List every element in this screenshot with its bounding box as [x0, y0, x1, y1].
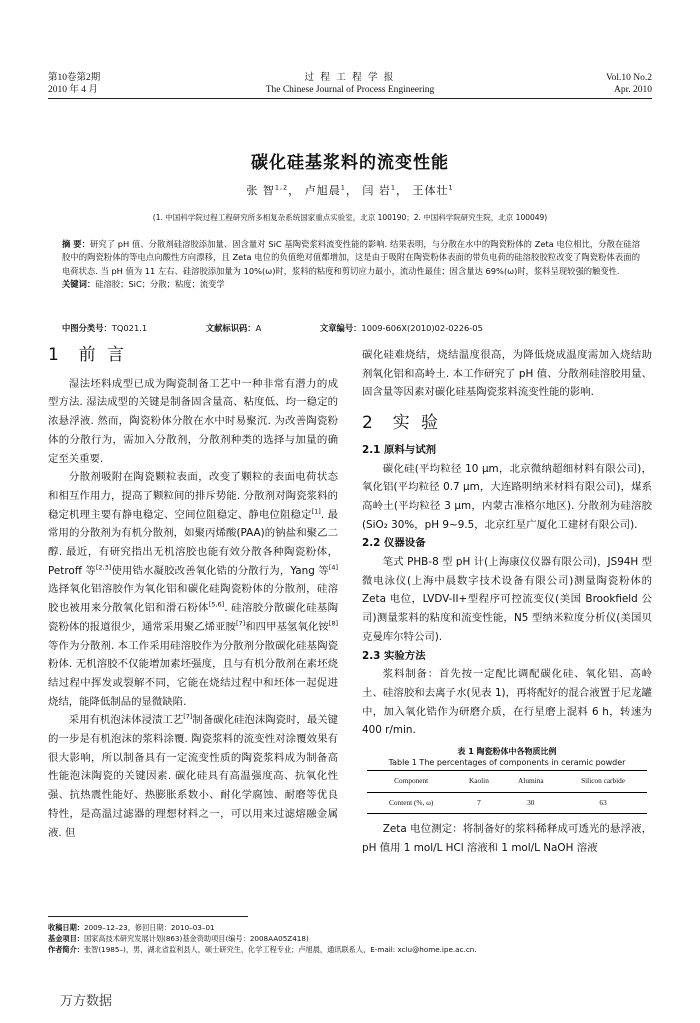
citation: [5,6]: [208, 600, 225, 609]
author-list: [0, 182, 700, 198]
footnote-text: 张智(1985–)，男，湖北省监利县人，硕士研究生，化学工程专业；卢旭晨，通讯联系人，E-mail: xclu@home.ipe.ac.cn.: [83, 945, 477, 954]
footnote-label: 基金项目：: [48, 934, 84, 943]
footnote-text: 国家高技术研究发展计划(863)基金资助项目(编号：2008AA05Z418): [83, 934, 309, 943]
table-header-cell: Alumina: [502, 771, 559, 793]
data-table: [367, 770, 647, 814]
author-name: 卢旭晨: [304, 184, 341, 197]
table-header-cell: Component: [367, 771, 455, 793]
paragraph: 碳化硅难烧结，烧结温度很高，为降低烧成温度需加入烧结助剂氧化铝和高岭土. 本工作研究了 pH 值、分散剂硅溶胶用量、固含量等因素对碳化硅基陶瓷浆料流变性能的影响.: [362, 349, 652, 399]
affiliation: (1. 中国科学院过程工程研究所多相复杂系统国家重点实验室，北京 100190；2. 中国科学院研究生院，北京 100049): [152, 213, 548, 222]
right-column: [362, 346, 652, 858]
section-heading-intro: 1 前 言: [48, 345, 128, 365]
abstract-text: 研究了 pH 值、分散剂硅溶胶添加量、固含量对 SiC 基陶瓷浆料流变性能的影响. 结果表明，与分散在水中的陶瓷粉体的 Zeta 电位相比，分散在硅溶胶中的陶瓷粉体的等电点向酸性方向漂移，且 Zeta 电位的负值绝对值都增加，这是由于吸附在陶瓷粉体表面的带负电荷的硅溶胶胶粒改变了陶瓷粉体表面的电荷状态. 当 pH 值为 11 左右、硅溶胶添加量为 10%(ω)时，浆料的粘度和剪切应力最小，流动性最佳；固含量达 69%(ω)时，浆料呈现较强的触变性.: [62, 239, 640, 276]
abstract-label: 摘 要：: [62, 239, 91, 249]
table-cell: 7: [455, 792, 502, 814]
table-caption-cn: 表 1 陶瓷粉体中各物质比例: [457, 747, 557, 757]
author-affil-mark: 1,2: [274, 183, 289, 192]
table-header-cell: Silicon carbide: [559, 771, 647, 793]
author-name: 张 智: [246, 184, 275, 197]
table-header-cell: Kaolin: [455, 771, 502, 793]
author-name: 王体壮: [412, 184, 449, 197]
citation: [7]: [235, 619, 246, 628]
subsection-heading: 2.3 实验方法: [362, 649, 426, 662]
author-affil-mark: 1: [340, 183, 346, 192]
citation: [7]: [183, 712, 193, 721]
citation: [1]: [311, 507, 321, 516]
citation: [2,3]: [95, 563, 112, 572]
footnote-label: 收稿日期：: [48, 923, 84, 932]
citation: [8]: [328, 619, 338, 628]
clc-label: 中图分类号：: [62, 323, 112, 333]
paragraph: 分散剂吸附在陶瓷颗粒表面，改变了颗粒的表面电荷状态和相互作用力，提高了颗粒间的排斥势能. 分散剂对陶瓷浆料的稳定机理主要有静电稳定、空间位阻稳定、静电位阻稳定[1]. 最常用的分散剂为有机分散剂，如聚丙烯酸(PAA)的钠盐和聚乙二醇. 最近，有研究指出无机溶胶也能有效分散各种陶瓷粉体，Petroff 等[2,3]使用锆水凝胶改善氧化锆的分散行为，Yang 等[4]选择氧化铝溶胶作为氧化铝和碳化硅陶瓷粉体的分散剂，硅溶胶也被用来分散氧化铝和滑石粉体[5,6]. 硅溶胶分散碳化硅基陶瓷粉体的报道很少，通常采用聚乙烯亚胺[7]和四甲基氢氧化铵[8]等作为分散剂. 本工作采用硅溶胶作为分散剂分散碳化硅基陶瓷粉体. 无机溶胶不仅能增加素坯强度，且与有机分散剂在素坯烧结过程中挥发或裂解不同，它能在烧结过程中和坯体一起促进烧结，能降低制品的显微缺陷.: [48, 471, 338, 708]
clc-value: TQ021.1: [111, 323, 148, 333]
paragraph: 碳化硅(平均粒径 10 μm，北京微纳超细材料有限公司)，氧化铝(平均粒径 0.7 μm，大连路明纳米材料有限公司)，煤系高岭土(平均粒径 3 μm，内蒙古准格尔地区). 分散剂为硅溶胶(SiO₂ 30%，pH 9~9.5，北京红星广厦化工建材有限公司).: [362, 462, 652, 531]
section-heading-experiment: 2 实 验: [362, 413, 442, 434]
paragraph: Zeta 电位测定：将制备好的浆料稀释成可透光的悬浮液，pH 值用 1 mol/L HCl 溶液和 1 mol/L NaOH 溶液: [362, 823, 652, 855]
header-date-cn: 2010 年 4 月: [48, 85, 98, 95]
footnote-text: 2009–12–23，修回日期：2010–03–01: [83, 923, 215, 932]
author-separator: ，: [345, 184, 358, 197]
header-date-en: Apr. 2010: [614, 85, 652, 95]
footnotes: [48, 922, 652, 955]
author-name: 闫 岩: [362, 184, 391, 197]
subsection-heading: 2.2 仪器设备: [362, 537, 426, 550]
keywords-text: 硅溶胶；SiC；分散；粘度；流变学: [95, 279, 225, 290]
footnote-label: 作者简介：: [48, 945, 84, 954]
table-cell: 63: [559, 792, 647, 814]
citation: [4]: [328, 563, 338, 572]
paragraph: 采用有机泡沫体浸渍工艺[7]制备碳化硅泡沫陶瓷时，最关键的一步是有机泡沫的浆料涂覆. 陶瓷浆料的流变性对涂覆效果有很大影响，所以制备具有一定流变性质的陶瓷浆料成为制备高性能泡沫陶瓷的关键因素. 碳化硅具有高温强度高、抗氧化性强、抗热震性能好、热膨胀系数小、耐化学腐蚀、耐磨等优良特性，是高温过滤器的理想材料之一，可以用来过滤熔融金属液. 但: [48, 712, 339, 839]
watermark-text: 万方数据: [60, 994, 113, 1009]
header-rule: [48, 98, 652, 99]
author-separator: ，: [395, 184, 408, 197]
author-affil-mark: 1: [390, 183, 396, 192]
subsection-heading: 2.1 原料与试剂: [362, 443, 436, 456]
abstract: [62, 238, 640, 292]
left-column: [48, 346, 338, 842]
footnote-rule: [48, 916, 248, 917]
author-affil-mark: 1: [448, 183, 454, 192]
header-volume-cn: 第10卷第2期: [48, 73, 101, 83]
article-no-value: 1009-606X(2010)02-0226-05: [361, 323, 483, 333]
doc-code-label: 文献标识码：: [205, 323, 256, 333]
doc-code-value: A: [255, 323, 262, 333]
classification-row: [62, 322, 642, 334]
paragraph: 浆料制备：首先按一定配比调配碳化硅、氧化铝、高岭土、硅溶胶和去离子水(见表 1)，再将配好的混合液置于尼龙罐中，加入氧化锆作为研磨介质，在行星磨上混料 6 h，转速为 400 r/min.: [362, 668, 652, 737]
table-cell: Content (%, ω): [367, 792, 455, 814]
author-separator: ，: [288, 184, 301, 197]
header-volume-en: Vol.10 No.2: [605, 73, 652, 83]
table-caption-en: Table 1 The percentages of components in ceramic powder: [388, 758, 626, 768]
table-cell: 30: [502, 792, 559, 814]
table-row: [367, 792, 647, 814]
header-journal-cn: 过 程 工 程 学 报: [304, 73, 396, 83]
article-no-label: 文章编号：: [319, 323, 362, 333]
table-1: [362, 746, 652, 814]
keywords-label: 关键词：: [62, 279, 96, 290]
paragraph: 湿法坯料成型已成为陶瓷制备工艺中一种非常有潜力的成型方法. 湿法成型的关键是制备固含量高、粘度低、均一稳定的浓悬浮液. 然而，陶瓷粉体分散在水中时易聚沉. 为改善陶瓷粉体的分散行为，需加入分散剂，分散剂种类的选择与加量的确定至关重要.: [48, 377, 338, 465]
paragraph: 笔式 PHB-8 型 pH 计(上海康仪仪器有限公司)，JS94H 型微电泳仪(上海中晨数字技术设备有限公司)测量陶瓷粉体的 Zeta 电位，LVDV-II+型程序可控流变仪(美国 Brookfield 公司)测量浆料的粘度和流变性能，N5 型纳米粒度分析仪(美国贝克曼库尔特公司).: [362, 556, 652, 643]
paper-title: 碳化硅基浆料的流变性能: [251, 153, 449, 173]
header-journal-en: The Chinese Journal of Process Engineering: [265, 85, 435, 95]
